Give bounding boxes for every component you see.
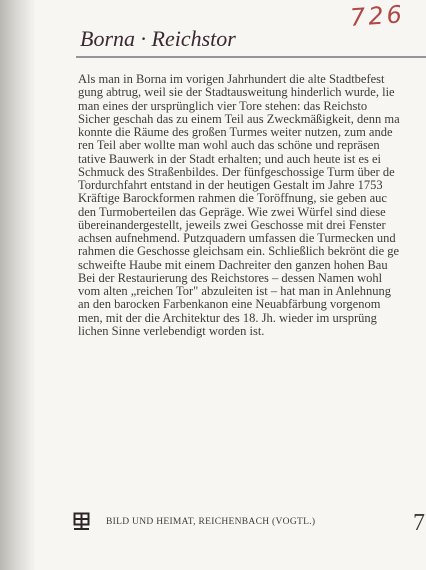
body-line: ren Teil aber wollte man wohl auch das schöne und repräsen [78,138,380,153]
scan-edge-shadow [0,0,36,570]
body-line: übereinandergestellt, jeweils zwei Geschosse mit drei Fenster [78,217,386,232]
body-line: lichen Sinne verlebendigt worden ist. [78,323,265,338]
body-line: schweifte Haube mit einem Dachreiter den ganzen hohen Bau [78,257,388,272]
body-line: Kräftige Barockformen rahmen die Toröffnung, sie geben auc [78,191,387,206]
body-line: tative Bauwerk in der Stadt erhalten; und auch heute ist es ei [78,151,382,166]
body-line: Bei der Restaurierung des Reichstores – dessen Namen wohl [78,270,383,285]
publisher-logo-icon [73,512,90,530]
body-line: den Turmoberteilen das Gepräge. Wie zwei Würfel sind diese [78,204,386,219]
body-line: gung abtrug, weil sie der Stadtausweitung hinderlich wurde, lie [78,85,395,100]
body-line: man eines der ursprünglich vier Tore stehen: das Reichsto [78,98,368,113]
body-line: Schmuck des Straßenbildes. Der fünfgeschossige Turm über de [78,164,395,179]
body-line: Sicher geschah das zu einem Teil aus Zweckmäßigkeit, denn ma [78,111,400,126]
page-number: 7 [413,510,425,536]
title-divider [76,56,426,58]
page-title: Borna · Reichstor [80,26,236,51]
body-text [78,73,426,363]
body-line: vom alten „reichen Tor" abzuleiten ist – hat man in Anlehnung [78,284,391,298]
handwritten-note: 726 [349,0,406,32]
body-line: Als man in Borna im vorigen Jahrhundert die alte Stadtbefest [78,73,385,86]
body-line: konnte die Räume des großen Turmes weiter nutzen, zum ande [78,125,393,139]
publisher-imprint: BILD UND HEIMAT, REICHENBACH (VOGTL.) [106,517,316,527]
body-line: an den barocken Farbenkanon eine Neuabfärbung vorgenom [78,297,381,312]
body-line: achsen aufnehmend. Putzquadern umfassen die Turmecken und [78,231,396,245]
body-line: rahmen die Geschosse gleichsam ein. Schließlich bekrönt die ge [78,244,400,259]
body-line: men, mit der die Architektur des 18. Jh. wieder im ursprüng [78,310,377,325]
body-line: Tordurchfahrt entstand in der heutigen Gestalt im Jahre 1753 [78,178,383,192]
